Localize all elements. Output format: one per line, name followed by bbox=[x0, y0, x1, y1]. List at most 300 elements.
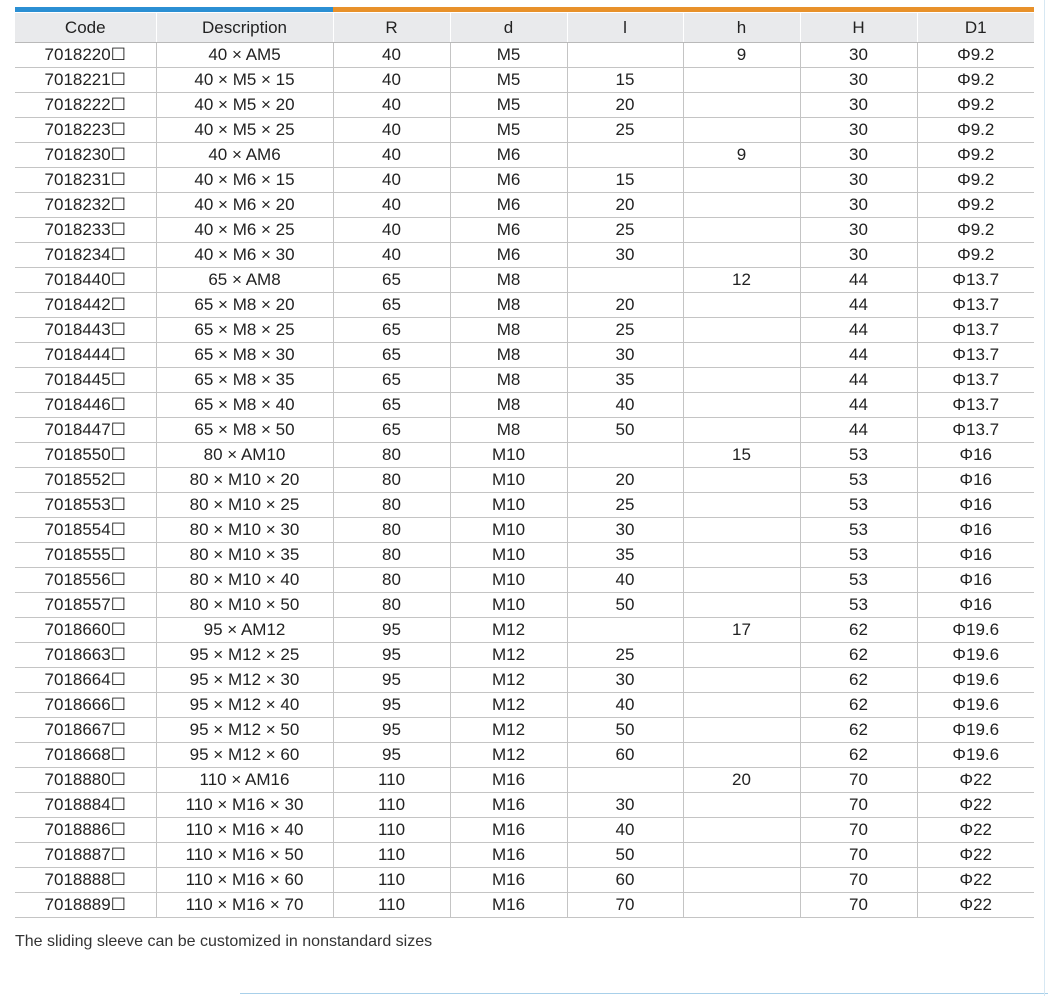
cell-l bbox=[567, 143, 683, 168]
cell-description: 110 × M16 × 50 bbox=[156, 843, 333, 868]
cell-description: 110 × M16 × 70 bbox=[156, 893, 333, 918]
cell-d: M12 bbox=[450, 693, 567, 718]
table-row bbox=[15, 843, 1034, 868]
cell-code: 7018666☐ bbox=[15, 693, 156, 718]
cell-l: 50 bbox=[567, 593, 683, 618]
cell-code: 7018230☐ bbox=[15, 143, 156, 168]
cell-h-large: 30 bbox=[800, 243, 917, 268]
cell-r: 80 bbox=[333, 543, 450, 568]
cell-d: M16 bbox=[450, 868, 567, 893]
cell-h-small bbox=[683, 118, 800, 143]
cell-d: M10 bbox=[450, 443, 567, 468]
cell-h-small bbox=[683, 318, 800, 343]
cell-r: 65 bbox=[333, 318, 450, 343]
cell-r: 110 bbox=[333, 793, 450, 818]
cell-d1: Φ9.2 bbox=[917, 218, 1034, 243]
cell-h-large: 44 bbox=[800, 418, 917, 443]
cell-d1: Φ16 bbox=[917, 493, 1034, 518]
cell-d1: Φ13.7 bbox=[917, 368, 1034, 393]
cell-h-small bbox=[683, 468, 800, 493]
cell-d: M16 bbox=[450, 843, 567, 868]
cell-d1: Φ19.6 bbox=[917, 618, 1034, 643]
cell-h-large: 53 bbox=[800, 568, 917, 593]
cell-code: 7018552☐ bbox=[15, 468, 156, 493]
table-row bbox=[15, 743, 1034, 768]
header-h-small: h bbox=[683, 13, 800, 43]
cell-d: M10 bbox=[450, 468, 567, 493]
cell-r: 80 bbox=[333, 468, 450, 493]
cell-l: 25 bbox=[567, 118, 683, 143]
cell-d: M8 bbox=[450, 368, 567, 393]
table-row bbox=[15, 93, 1034, 118]
cell-h-large: 30 bbox=[800, 168, 917, 193]
cell-code: 7018222☐ bbox=[15, 93, 156, 118]
table-row bbox=[15, 293, 1034, 318]
cell-description: 110 × M16 × 60 bbox=[156, 868, 333, 893]
cell-description: 65 × M8 × 40 bbox=[156, 393, 333, 418]
cell-d1: Φ13.7 bbox=[917, 393, 1034, 418]
cell-h-small bbox=[683, 168, 800, 193]
table-row bbox=[15, 243, 1034, 268]
cell-code: 7018880☐ bbox=[15, 768, 156, 793]
cell-d1: Φ16 bbox=[917, 468, 1034, 493]
cell-code: 7018223☐ bbox=[15, 118, 156, 143]
cell-code: 7018887☐ bbox=[15, 843, 156, 868]
cell-description: 40 × M5 × 15 bbox=[156, 68, 333, 93]
cell-r: 95 bbox=[333, 618, 450, 643]
footnote: The sliding sleeve can be customized in nonstandard sizes bbox=[15, 933, 433, 950]
header-r: R bbox=[333, 13, 450, 43]
cell-d: M5 bbox=[450, 93, 567, 118]
cell-r: 95 bbox=[333, 743, 450, 768]
cell-d1: Φ13.7 bbox=[917, 268, 1034, 293]
table-row bbox=[15, 218, 1034, 243]
cell-r: 65 bbox=[333, 293, 450, 318]
cell-l: 30 bbox=[567, 793, 683, 818]
cell-h-large: 30 bbox=[800, 43, 917, 68]
table-row bbox=[15, 443, 1034, 468]
cell-l: 30 bbox=[567, 243, 683, 268]
cell-code: 7018886☐ bbox=[15, 818, 156, 843]
cell-d: M5 bbox=[450, 43, 567, 68]
cell-d1: Φ9.2 bbox=[917, 168, 1034, 193]
cell-h-small bbox=[683, 643, 800, 668]
cell-code: 7018232☐ bbox=[15, 193, 156, 218]
right-edge-line bbox=[1044, 0, 1045, 996]
table-row bbox=[15, 343, 1034, 368]
cell-description: 80 × M10 × 40 bbox=[156, 568, 333, 593]
cell-d: M6 bbox=[450, 243, 567, 268]
cell-description: 65 × M8 × 50 bbox=[156, 418, 333, 443]
cell-d: M16 bbox=[450, 768, 567, 793]
table-row bbox=[15, 493, 1034, 518]
table-body bbox=[15, 43, 1034, 918]
cell-h-large: 44 bbox=[800, 343, 917, 368]
table-row bbox=[15, 593, 1034, 618]
header-d1: D1 bbox=[917, 13, 1034, 43]
cell-h-small: 15 bbox=[683, 443, 800, 468]
cell-d: M12 bbox=[450, 668, 567, 693]
cell-r: 95 bbox=[333, 668, 450, 693]
cell-h-small bbox=[683, 693, 800, 718]
cell-description: 95 × AM12 bbox=[156, 618, 333, 643]
cell-code: 7018556☐ bbox=[15, 568, 156, 593]
cell-d1: Φ22 bbox=[917, 893, 1034, 918]
cell-r: 110 bbox=[333, 768, 450, 793]
cell-d: M10 bbox=[450, 518, 567, 543]
cell-r: 80 bbox=[333, 493, 450, 518]
cell-code: 7018884☐ bbox=[15, 793, 156, 818]
cell-h-small bbox=[683, 568, 800, 593]
cell-r: 40 bbox=[333, 193, 450, 218]
cell-l bbox=[567, 768, 683, 793]
cell-l: 35 bbox=[567, 543, 683, 568]
spec-table bbox=[15, 13, 1034, 918]
cell-d1: Φ16 bbox=[917, 518, 1034, 543]
table-row bbox=[15, 818, 1034, 843]
cell-description: 65 × M8 × 25 bbox=[156, 318, 333, 343]
cell-h-large: 53 bbox=[800, 518, 917, 543]
cell-code: 7018231☐ bbox=[15, 168, 156, 193]
cell-h-small bbox=[683, 218, 800, 243]
cell-h-small: 9 bbox=[683, 143, 800, 168]
cell-d: M16 bbox=[450, 893, 567, 918]
cell-h-small bbox=[683, 593, 800, 618]
cell-code: 7018889☐ bbox=[15, 893, 156, 918]
cell-d1: Φ13.7 bbox=[917, 318, 1034, 343]
table-row bbox=[15, 868, 1034, 893]
cell-r: 80 bbox=[333, 518, 450, 543]
cell-h-small: 20 bbox=[683, 768, 800, 793]
cell-description: 65 × M8 × 35 bbox=[156, 368, 333, 393]
table-row bbox=[15, 318, 1034, 343]
cell-l: 40 bbox=[567, 393, 683, 418]
cell-l bbox=[567, 618, 683, 643]
cell-r: 110 bbox=[333, 868, 450, 893]
cell-h-large: 30 bbox=[800, 93, 917, 118]
table-row bbox=[15, 268, 1034, 293]
table-row bbox=[15, 168, 1034, 193]
cell-r: 40 bbox=[333, 68, 450, 93]
cell-description: 40 × M5 × 20 bbox=[156, 93, 333, 118]
cell-code: 7018440☐ bbox=[15, 268, 156, 293]
cell-description: 40 × M6 × 25 bbox=[156, 218, 333, 243]
cell-d1: Φ9.2 bbox=[917, 68, 1034, 93]
cell-d1: Φ22 bbox=[917, 768, 1034, 793]
cell-h-large: 70 bbox=[800, 818, 917, 843]
cell-h-small bbox=[683, 93, 800, 118]
cell-code: 7018445☐ bbox=[15, 368, 156, 393]
table-row bbox=[15, 393, 1034, 418]
table-row bbox=[15, 693, 1034, 718]
cell-d: M5 bbox=[450, 68, 567, 93]
cell-d: M6 bbox=[450, 168, 567, 193]
cell-h-small bbox=[683, 868, 800, 893]
cell-l: 30 bbox=[567, 668, 683, 693]
cell-h-large: 44 bbox=[800, 318, 917, 343]
cell-h-large: 70 bbox=[800, 793, 917, 818]
cell-h-large: 53 bbox=[800, 493, 917, 518]
cell-h-small: 12 bbox=[683, 268, 800, 293]
table-row bbox=[15, 618, 1034, 643]
cell-h-large: 70 bbox=[800, 893, 917, 918]
cell-description: 80 × M10 × 50 bbox=[156, 593, 333, 618]
cell-d1: Φ9.2 bbox=[917, 243, 1034, 268]
table-row bbox=[15, 143, 1034, 168]
cell-d1: Φ13.7 bbox=[917, 343, 1034, 368]
cell-d: M12 bbox=[450, 643, 567, 668]
cell-description: 95 × M12 × 40 bbox=[156, 693, 333, 718]
cell-r: 110 bbox=[333, 818, 450, 843]
cell-h-small bbox=[683, 243, 800, 268]
cell-r: 95 bbox=[333, 718, 450, 743]
cell-l bbox=[567, 443, 683, 468]
cell-l: 20 bbox=[567, 93, 683, 118]
cell-h-small bbox=[683, 843, 800, 868]
cell-d: M5 bbox=[450, 118, 567, 143]
cell-d1: Φ16 bbox=[917, 568, 1034, 593]
cell-d: M10 bbox=[450, 593, 567, 618]
cell-code: 7018664☐ bbox=[15, 668, 156, 693]
cell-h-large: 30 bbox=[800, 118, 917, 143]
cell-l: 20 bbox=[567, 193, 683, 218]
cell-d1: Φ16 bbox=[917, 443, 1034, 468]
cell-description: 80 × M10 × 30 bbox=[156, 518, 333, 543]
cell-d1: Φ9.2 bbox=[917, 93, 1034, 118]
cell-d: M12 bbox=[450, 718, 567, 743]
cell-d1: Φ22 bbox=[917, 868, 1034, 893]
cell-h-small bbox=[683, 293, 800, 318]
cell-d1: Φ9.2 bbox=[917, 118, 1034, 143]
cell-l: 60 bbox=[567, 743, 683, 768]
cell-r: 40 bbox=[333, 168, 450, 193]
table-row bbox=[15, 418, 1034, 443]
cell-r: 95 bbox=[333, 693, 450, 718]
cell-h-small bbox=[683, 193, 800, 218]
cell-h-large: 62 bbox=[800, 618, 917, 643]
cell-h-small bbox=[683, 893, 800, 918]
cell-code: 7018550☐ bbox=[15, 443, 156, 468]
cell-h-small bbox=[683, 418, 800, 443]
header-l: l bbox=[567, 13, 683, 43]
cell-code: 7018660☐ bbox=[15, 618, 156, 643]
table-row bbox=[15, 643, 1034, 668]
cell-l: 30 bbox=[567, 518, 683, 543]
cell-h-large: 44 bbox=[800, 393, 917, 418]
cell-description: 110 × M16 × 40 bbox=[156, 818, 333, 843]
cell-r: 110 bbox=[333, 893, 450, 918]
cell-h-large: 44 bbox=[800, 293, 917, 318]
cell-l: 50 bbox=[567, 843, 683, 868]
table-row bbox=[15, 668, 1034, 693]
cell-d: M8 bbox=[450, 268, 567, 293]
cell-h-small bbox=[683, 68, 800, 93]
cell-l: 40 bbox=[567, 818, 683, 843]
cell-h-large: 70 bbox=[800, 768, 917, 793]
cell-d1: Φ22 bbox=[917, 793, 1034, 818]
cell-r: 40 bbox=[333, 43, 450, 68]
table-row bbox=[15, 543, 1034, 568]
cell-l: 40 bbox=[567, 693, 683, 718]
cell-d1: Φ19.6 bbox=[917, 668, 1034, 693]
cell-h-small: 17 bbox=[683, 618, 800, 643]
cell-description: 80 × M10 × 35 bbox=[156, 543, 333, 568]
cell-h-large: 30 bbox=[800, 218, 917, 243]
cell-d: M12 bbox=[450, 743, 567, 768]
cell-description: 95 × M12 × 25 bbox=[156, 643, 333, 668]
table-row bbox=[15, 718, 1034, 743]
cell-h-large: 53 bbox=[800, 443, 917, 468]
header-description: Description bbox=[156, 13, 333, 43]
cell-l: 50 bbox=[567, 418, 683, 443]
table-row bbox=[15, 368, 1034, 393]
table-row bbox=[15, 518, 1034, 543]
cell-h-large: 53 bbox=[800, 468, 917, 493]
cell-l bbox=[567, 43, 683, 68]
cell-description: 95 × M12 × 60 bbox=[156, 743, 333, 768]
cell-code: 7018221☐ bbox=[15, 68, 156, 93]
cell-r: 65 bbox=[333, 343, 450, 368]
cell-l: 20 bbox=[567, 468, 683, 493]
cell-r: 80 bbox=[333, 568, 450, 593]
cell-l: 25 bbox=[567, 318, 683, 343]
cell-d1: Φ19.6 bbox=[917, 718, 1034, 743]
cell-d1: Φ22 bbox=[917, 818, 1034, 843]
cell-code: 7018234☐ bbox=[15, 243, 156, 268]
cell-d1: Φ13.7 bbox=[917, 293, 1034, 318]
table-row bbox=[15, 893, 1034, 918]
cell-r: 65 bbox=[333, 268, 450, 293]
cell-d1: Φ9.2 bbox=[917, 193, 1034, 218]
cell-l bbox=[567, 268, 683, 293]
cell-d1: Φ19.6 bbox=[917, 643, 1034, 668]
cell-code: 7018557☐ bbox=[15, 593, 156, 618]
cell-r: 80 bbox=[333, 593, 450, 618]
cell-h-large: 44 bbox=[800, 268, 917, 293]
cell-r: 110 bbox=[333, 843, 450, 868]
cell-d: M16 bbox=[450, 818, 567, 843]
cell-code: 7018444☐ bbox=[15, 343, 156, 368]
cell-h-large: 62 bbox=[800, 693, 917, 718]
cell-code: 7018442☐ bbox=[15, 293, 156, 318]
cell-r: 40 bbox=[333, 143, 450, 168]
header-accent-bar-orange bbox=[333, 7, 1034, 12]
cell-h-small bbox=[683, 668, 800, 693]
cell-code: 7018555☐ bbox=[15, 543, 156, 568]
cell-description: 40 × M6 × 15 bbox=[156, 168, 333, 193]
cell-description: 40 × AM6 bbox=[156, 143, 333, 168]
cell-d: M10 bbox=[450, 568, 567, 593]
cell-code: 7018663☐ bbox=[15, 643, 156, 668]
cell-d: M16 bbox=[450, 793, 567, 818]
table-row bbox=[15, 468, 1034, 493]
cell-h-small bbox=[683, 818, 800, 843]
cell-r: 40 bbox=[333, 218, 450, 243]
table-header-row bbox=[15, 13, 1034, 43]
cell-h-small bbox=[683, 543, 800, 568]
cell-r: 65 bbox=[333, 418, 450, 443]
header-code: Code bbox=[15, 13, 156, 43]
cell-description: 65 × M8 × 20 bbox=[156, 293, 333, 318]
cell-description: 40 × AM5 bbox=[156, 43, 333, 68]
cell-code: 7018554☐ bbox=[15, 518, 156, 543]
table-row bbox=[15, 793, 1034, 818]
cell-h-small bbox=[683, 718, 800, 743]
cell-description: 40 × M6 × 30 bbox=[156, 243, 333, 268]
header-d: d bbox=[450, 13, 567, 43]
cell-l: 70 bbox=[567, 893, 683, 918]
cell-r: 95 bbox=[333, 643, 450, 668]
cell-h-large: 53 bbox=[800, 593, 917, 618]
cell-d: M8 bbox=[450, 418, 567, 443]
cell-h-small: 9 bbox=[683, 43, 800, 68]
cell-d1: Φ9.2 bbox=[917, 143, 1034, 168]
cell-h-large: 62 bbox=[800, 718, 917, 743]
cell-l: 35 bbox=[567, 368, 683, 393]
cell-l: 40 bbox=[567, 568, 683, 593]
cell-h-large: 53 bbox=[800, 543, 917, 568]
cell-d: M8 bbox=[450, 318, 567, 343]
cell-l: 25 bbox=[567, 643, 683, 668]
cell-h-small bbox=[683, 518, 800, 543]
cell-h-small bbox=[683, 393, 800, 418]
cell-h-large: 30 bbox=[800, 193, 917, 218]
cell-h-large: 30 bbox=[800, 68, 917, 93]
table-row bbox=[15, 43, 1034, 68]
cell-h-large: 70 bbox=[800, 843, 917, 868]
cell-d: M8 bbox=[450, 343, 567, 368]
cell-h-small bbox=[683, 743, 800, 768]
cell-description: 80 × M10 × 25 bbox=[156, 493, 333, 518]
table-row bbox=[15, 118, 1034, 143]
cell-l: 50 bbox=[567, 718, 683, 743]
cell-description: 95 × M12 × 30 bbox=[156, 668, 333, 693]
cell-l: 30 bbox=[567, 343, 683, 368]
header-h-large: H bbox=[800, 13, 917, 43]
cell-d: M8 bbox=[450, 393, 567, 418]
cell-d: M12 bbox=[450, 618, 567, 643]
header-accent-bar-blue bbox=[15, 7, 333, 12]
cell-code: 7018220☐ bbox=[15, 43, 156, 68]
cell-r: 80 bbox=[333, 443, 450, 468]
cell-h-large: 62 bbox=[800, 668, 917, 693]
cell-code: 7018668☐ bbox=[15, 743, 156, 768]
cell-l: 15 bbox=[567, 68, 683, 93]
cell-h-small bbox=[683, 793, 800, 818]
cell-h-large: 30 bbox=[800, 143, 917, 168]
cell-r: 40 bbox=[333, 243, 450, 268]
cell-description: 110 × M16 × 30 bbox=[156, 793, 333, 818]
cell-d1: Φ16 bbox=[917, 543, 1034, 568]
cell-d1: Φ19.6 bbox=[917, 743, 1034, 768]
cell-r: 40 bbox=[333, 118, 450, 143]
table-row bbox=[15, 193, 1034, 218]
cell-h-small bbox=[683, 368, 800, 393]
cell-l: 60 bbox=[567, 868, 683, 893]
cell-h-large: 70 bbox=[800, 868, 917, 893]
cell-h-small bbox=[683, 343, 800, 368]
cell-h-large: 44 bbox=[800, 368, 917, 393]
cell-h-large: 62 bbox=[800, 743, 917, 768]
cell-l: 25 bbox=[567, 218, 683, 243]
cell-description: 110 × AM16 bbox=[156, 768, 333, 793]
table-row bbox=[15, 568, 1034, 593]
cell-code: 7018888☐ bbox=[15, 868, 156, 893]
cell-description: 80 × AM10 bbox=[156, 443, 333, 468]
cell-d1: Φ16 bbox=[917, 593, 1034, 618]
cell-description: 65 × M8 × 30 bbox=[156, 343, 333, 368]
cell-code: 7018447☐ bbox=[15, 418, 156, 443]
